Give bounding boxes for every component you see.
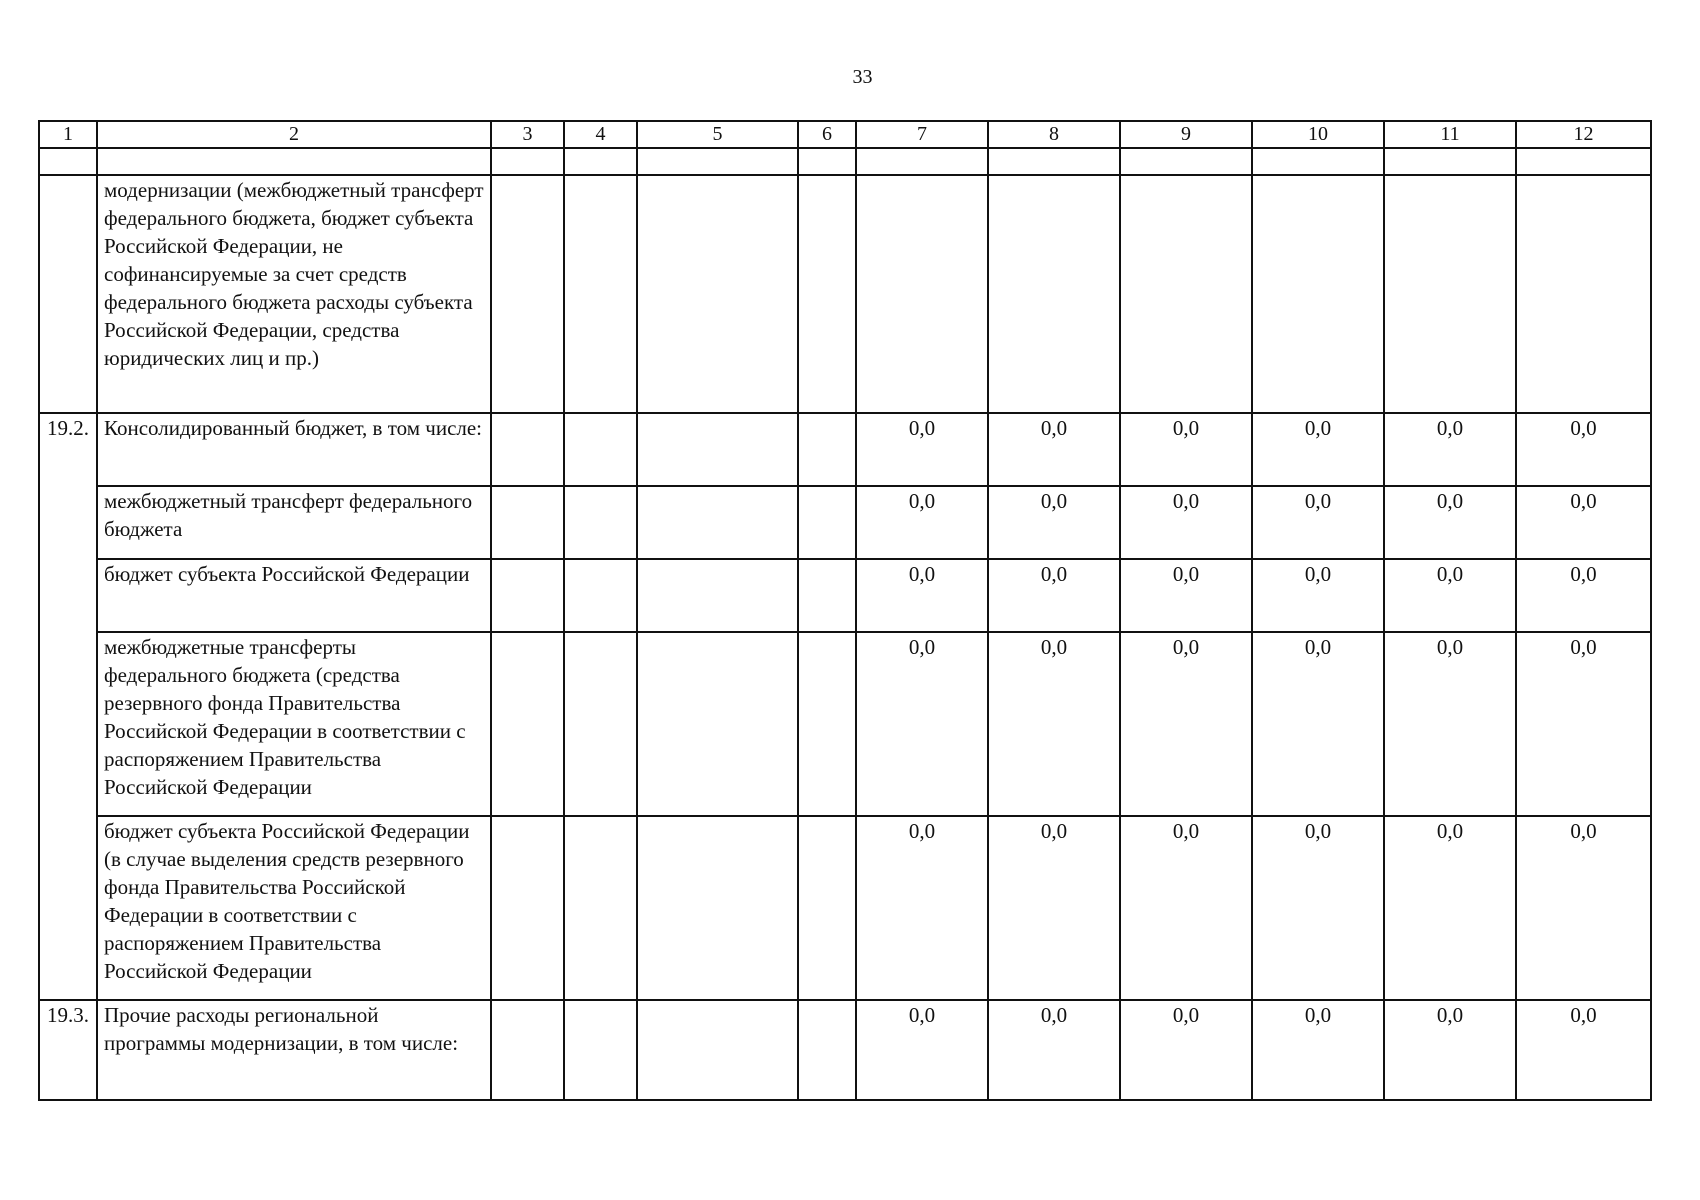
value-cell (637, 175, 798, 413)
page-number: 33 (852, 66, 873, 88)
value-cell: 0,0 (1252, 632, 1384, 816)
value-cell (637, 486, 798, 559)
blank-cell (856, 148, 988, 175)
row-description-cell: бюджет субъекта Российской Федерации (в случае выделения средств резервного фонда Правительства Российской Федерации в соответствии с распоряжением Правительства Российской Федерации (97, 816, 491, 1000)
table-row (39, 486, 1651, 559)
row-description-cell: межбюджетные трансферты федерального бюджета (средства резервного фонда Правительства Российской Федерации в соответствии с распоряжением Правительства Российской Федерации (97, 632, 491, 816)
value-cell: 0,0 (1252, 816, 1384, 1000)
value-cell: 0,0 (1516, 1000, 1651, 1100)
value-cell: 0,0 (856, 559, 988, 632)
value-cell: 0,0 (1120, 816, 1252, 1000)
column-number-cell: 10 (1252, 121, 1384, 148)
row-number-cell (39, 816, 97, 1000)
value-cell (564, 559, 637, 632)
value-cell: 0,0 (856, 1000, 988, 1100)
value-cell (798, 632, 856, 816)
value-cell (564, 413, 637, 486)
column-number-cell: 2 (97, 121, 491, 148)
budget-table (38, 120, 1652, 1101)
value-cell (491, 816, 564, 1000)
value-cell (637, 413, 798, 486)
row-number-cell (39, 632, 97, 816)
value-cell: 0,0 (988, 486, 1120, 559)
value-cell: 0,0 (856, 632, 988, 816)
column-number-cell: 4 (564, 121, 637, 148)
row-number-cell: 19.2. (39, 413, 97, 486)
blank-cell (1516, 148, 1651, 175)
value-cell (564, 816, 637, 1000)
column-number-cell: 12 (1516, 121, 1651, 148)
value-cell: 0,0 (1516, 413, 1651, 486)
value-cell: 0,0 (856, 486, 988, 559)
value-cell: 0,0 (1384, 413, 1516, 486)
blank-cell (1252, 148, 1384, 175)
column-number-cell: 5 (637, 121, 798, 148)
value-cell: 0,0 (1384, 1000, 1516, 1100)
column-number-cell: 1 (39, 121, 97, 148)
value-cell (564, 175, 637, 413)
value-cell: 0,0 (1120, 486, 1252, 559)
value-cell: 0,0 (1120, 1000, 1252, 1100)
column-number-cell: 7 (856, 121, 988, 148)
value-cell (1120, 175, 1252, 413)
table-row (39, 816, 1651, 1000)
blank-cell (798, 148, 856, 175)
value-cell (637, 1000, 798, 1100)
value-cell: 0,0 (1384, 559, 1516, 632)
column-number-cell: 11 (1384, 121, 1516, 148)
value-cell (798, 175, 856, 413)
value-cell (564, 486, 637, 559)
value-cell: 0,0 (1252, 486, 1384, 559)
blank-cell (39, 148, 97, 175)
value-cell: 0,0 (1120, 559, 1252, 632)
table-row (39, 413, 1651, 486)
value-cell: 0,0 (988, 632, 1120, 816)
value-cell (491, 632, 564, 816)
value-cell (798, 559, 856, 632)
blank-row (39, 148, 1651, 175)
value-cell: 0,0 (988, 1000, 1120, 1100)
value-cell: 0,0 (1252, 559, 1384, 632)
blank-cell (491, 148, 564, 175)
value-cell: 0,0 (988, 816, 1120, 1000)
value-cell: 0,0 (1252, 1000, 1384, 1100)
table-row (39, 632, 1651, 816)
blank-cell (564, 148, 637, 175)
value-cell: 0,0 (988, 413, 1120, 486)
value-cell (637, 632, 798, 816)
value-cell: 0,0 (1252, 413, 1384, 486)
value-cell (798, 1000, 856, 1100)
value-cell (491, 559, 564, 632)
value-cell (637, 816, 798, 1000)
row-description-cell: Прочие расходы региональной программы модернизации, в том числе: (97, 1000, 491, 1100)
row-number-cell: 19.3. (39, 1000, 97, 1100)
blank-cell (988, 148, 1120, 175)
table-row (39, 1000, 1651, 1100)
column-number-cell: 8 (988, 121, 1120, 148)
value-cell (491, 1000, 564, 1100)
value-cell: 0,0 (1384, 816, 1516, 1000)
blank-cell (97, 148, 491, 175)
value-cell: 0,0 (1120, 632, 1252, 816)
blank-cell (637, 148, 798, 175)
blank-cell (1120, 148, 1252, 175)
table-row (39, 175, 1651, 413)
column-number-cell: 9 (1120, 121, 1252, 148)
value-cell (491, 413, 564, 486)
row-description-cell: Консолидированный бюджет, в том числе: (97, 413, 491, 486)
value-cell (798, 413, 856, 486)
value-cell: 0,0 (1516, 816, 1651, 1000)
value-cell (1516, 175, 1651, 413)
value-cell (491, 175, 564, 413)
value-cell: 0,0 (988, 559, 1120, 632)
blank-cell (1384, 148, 1516, 175)
value-cell (1252, 175, 1384, 413)
value-cell: 0,0 (1384, 486, 1516, 559)
value-cell: 0,0 (856, 816, 988, 1000)
value-cell: 0,0 (1516, 486, 1651, 559)
value-cell (798, 816, 856, 1000)
value-cell: 0,0 (1120, 413, 1252, 486)
table-row (39, 559, 1651, 632)
column-number-cell: 3 (491, 121, 564, 148)
value-cell (491, 486, 564, 559)
value-cell (988, 175, 1120, 413)
value-cell (798, 486, 856, 559)
value-cell (1384, 175, 1516, 413)
row-description-cell: модернизации (межбюджетный трансферт федерального бюджета, бюджет субъекта Российской Федерации, не софинансируемые за счет средств федерального бюджета расходы субъекта Российской Федерации, средства юридических лиц и пр.) (97, 175, 491, 413)
row-number-cell (39, 486, 97, 559)
value-cell (637, 559, 798, 632)
value-cell (564, 1000, 637, 1100)
value-cell: 0,0 (856, 413, 988, 486)
value-cell: 0,0 (1516, 632, 1651, 816)
row-description-cell: межбюджетный трансферт федерального бюджета (97, 486, 491, 559)
value-cell: 0,0 (1516, 559, 1651, 632)
value-cell (856, 175, 988, 413)
column-number-row (39, 121, 1651, 148)
value-cell (564, 632, 637, 816)
row-number-cell (39, 559, 97, 632)
value-cell: 0,0 (1384, 632, 1516, 816)
column-number-cell: 6 (798, 121, 856, 148)
row-description-cell: бюджет субъекта Российской Федерации (97, 559, 491, 632)
row-number-cell (39, 175, 97, 413)
